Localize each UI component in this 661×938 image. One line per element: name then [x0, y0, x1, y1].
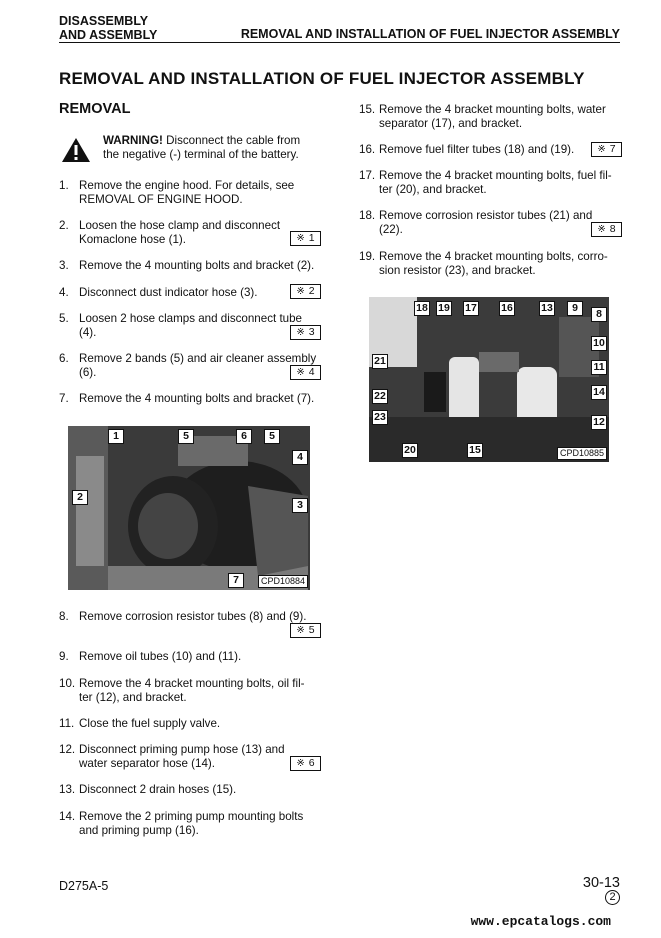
step-text: Loosen 2 hose clamps and disconnect tube (4). [79, 312, 303, 339]
step-text: Close the fuel supply valve. [79, 717, 221, 730]
callout: 22 [372, 389, 388, 404]
step-text: Remove the 4 mounting bolts and bracket (7). [79, 392, 315, 405]
callout: 23 [372, 410, 388, 425]
step-text: Disconnect dust indicator hose (3). [79, 286, 258, 299]
callout: 7 [228, 573, 244, 588]
step-text: Disconnect priming pump hose (13) and water separator hose (14). [79, 743, 285, 770]
step-number: 6. [59, 352, 69, 365]
section-line-2: AND ASSEMBLY [59, 28, 158, 42]
callout: 2 [72, 490, 88, 505]
engine-photo-illustration [68, 426, 310, 590]
callout: 3 [292, 498, 308, 513]
step-text: Remove the 4 bracket mounting bolts, water separator (17), and bracket. [379, 103, 606, 130]
step-text: Disconnect 2 drain hoses (15). [79, 783, 237, 796]
callout: 12 [591, 415, 607, 430]
callout: 15 [467, 443, 483, 458]
step-number: 10. [59, 677, 76, 690]
callout: 9 [567, 301, 583, 316]
step-number: 4. [59, 286, 69, 299]
header-divider [59, 42, 620, 43]
step-text: Remove 2 bands (5) and air cleaner assembly (6). [79, 352, 317, 379]
figure-fuel-filter-photo [369, 297, 609, 462]
callout: 8 [591, 307, 607, 322]
callout: 1 [108, 429, 124, 444]
step-number: 18. [359, 209, 376, 222]
warning-label: WARNING! [103, 134, 163, 147]
warning-line-1: Disconnect the cable from [162, 134, 301, 147]
step-text: Remove corrosion resistor tubes (21) and (22). [379, 209, 593, 236]
reference-mark-3: ※ 3 [290, 325, 321, 340]
step-text: Remove the 4 mounting bolts and bracket (2). [79, 259, 315, 272]
reference-mark-6: ※ 6 [290, 756, 321, 771]
step-text: Remove corrosion resistor tubes (8) and (9). [79, 610, 307, 623]
step-number: 13. [59, 783, 76, 796]
step-number: 5. [59, 312, 69, 325]
step-number: 14. [59, 810, 76, 823]
step-number: 17. [359, 169, 376, 182]
callout: 11 [591, 360, 607, 375]
watermark: www.epcatalogs.com [470, 914, 611, 929]
figure-air-cleaner-photo [68, 426, 310, 590]
callout: 20 [402, 443, 418, 458]
page-title: REMOVAL AND INSTALLATION OF FUEL INJECTOR ASSEMBLY [59, 69, 585, 88]
filter-photo-illustration [369, 297, 609, 462]
step-text: Remove the 2 priming pump mounting bolts and priming pump (16). [79, 810, 304, 837]
step-text: Remove the 4 bracket mounting bolts, corro- sion resistor (23), and bracket. [379, 250, 608, 277]
callout: 17 [463, 301, 479, 316]
reference-mark-1: ※ 1 [290, 231, 321, 246]
callout: 6 [236, 429, 252, 444]
subtitle-removal: REMOVAL [59, 101, 131, 117]
step-number: 19. [359, 250, 376, 263]
step-text: Remove oil tubes (10) and (11). [79, 650, 242, 663]
footer-model: D275A-5 [59, 879, 109, 893]
warning-triangle-icon [61, 137, 91, 163]
reference-mark-4: ※ 4 [290, 365, 321, 380]
revision-badge: 2 [605, 890, 620, 905]
step-number: 3. [59, 259, 69, 272]
step-number: 2. [59, 219, 69, 232]
figure-code: CPD10884 [258, 575, 308, 588]
step-number: 16. [359, 143, 376, 156]
page-number: 30-13 [582, 875, 620, 891]
reference-mark-8: ※ 8 [591, 222, 622, 237]
reference-mark-2: ※ 2 [290, 284, 321, 299]
callout: 21 [372, 354, 388, 369]
step-text: Remove the 4 bracket mounting bolts, fuel fil- ter (20), and bracket. [379, 169, 612, 196]
section-heading [59, 14, 157, 42]
callout: 5 [178, 429, 194, 444]
callout: 4 [292, 450, 308, 465]
reference-mark-7: ※ 7 [591, 142, 622, 157]
step-text: Remove the engine hood. For details, see REMOVAL OF ENGINE HOOD. [79, 179, 295, 206]
step-number: 15. [359, 103, 376, 116]
callout: 5 [264, 429, 280, 444]
step-number: 11. [59, 717, 75, 730]
reference-mark-5: ※ 5 [290, 623, 321, 638]
step-number: 8. [59, 610, 69, 623]
callout: 10 [591, 336, 607, 351]
chapter-title: REMOVAL AND INSTALLATION OF FUEL INJECTOR ASSEMBLY [240, 27, 620, 41]
section-line-1: DISASSEMBLY [59, 14, 149, 28]
callout: 19 [436, 301, 452, 316]
step-text: Loosen the hose clamp and disconnect Komaclone hose (1). [79, 219, 281, 246]
step-number: 7. [59, 392, 69, 405]
step-number: 1. [59, 179, 69, 192]
step-text: Remove fuel filter tubes (18) and (19). [379, 143, 575, 156]
figure-code: CPD10885 [557, 447, 607, 460]
callout: 16 [499, 301, 515, 316]
callout: 18 [414, 301, 430, 316]
callout: 14 [591, 385, 607, 400]
step-number: 9. [59, 650, 69, 663]
callout: 13 [539, 301, 555, 316]
warning-line-2: the negative (-) terminal of the battery. [103, 148, 299, 161]
step-text: Remove the 4 bracket mounting bolts, oil fil- ter (12), and bracket. [79, 677, 305, 704]
warning-text [103, 134, 323, 162]
step-number: 12. [59, 743, 76, 756]
